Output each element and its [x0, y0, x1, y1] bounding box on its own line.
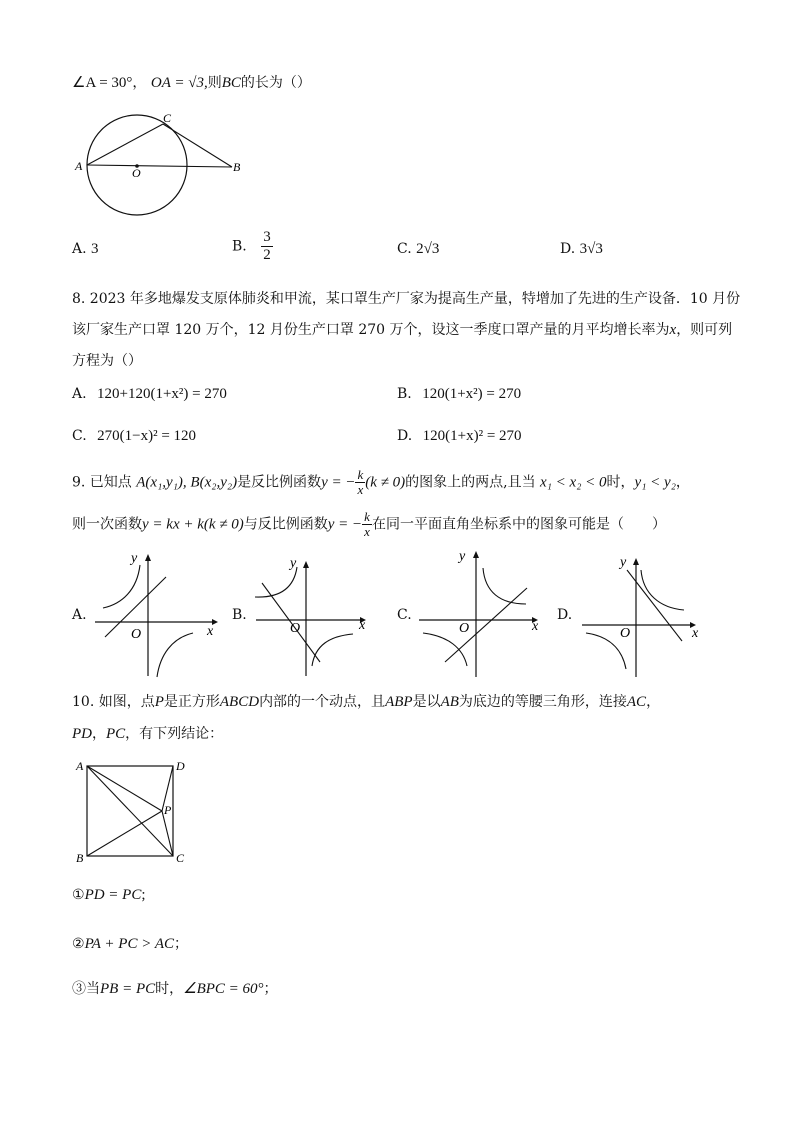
q9-points: A(x₁,y₁), B(x₂,y₂): [136, 474, 238, 491]
q10-l2-b: ，: [92, 726, 106, 742]
q10-c2-mark: ②: [72, 936, 85, 952]
q7-angle: ∠A = 30°: [72, 75, 133, 91]
q9-l1-c: 是反比例函数: [237, 474, 322, 491]
q10-label-a: A: [76, 759, 84, 773]
q7-ask: 的长为（）: [240, 75, 311, 91]
q9-frac-den-1: x: [357, 482, 364, 497]
q10-conclusion-1: [72, 885, 146, 905]
q9-frac-num-1: k: [357, 467, 364, 482]
q7-stem: ∠A = 30°， OA = √3,则BC的长为（）: [72, 75, 311, 91]
q10-conclusion-3: [72, 979, 278, 999]
q8-option-c-value: 270(1−x)² = 120: [97, 428, 197, 444]
q9d-label-x: x: [692, 626, 699, 641]
q9b-label-x: x: [359, 618, 366, 633]
q9-option-c[interactable]: C.: [397, 607, 412, 623]
q10-c3-mid: 时，: [155, 981, 184, 997]
q9c-label-y: y: [459, 549, 466, 564]
q9-func-2: y = −: [327, 516, 363, 533]
q9a-label-x: x: [207, 624, 214, 639]
q10-label-p: P: [164, 803, 172, 817]
q7-option-d-value: 3√3: [579, 241, 603, 257]
q9d-label-y: y: [620, 555, 627, 570]
q7-option-a-value: 3: [91, 241, 99, 257]
q10-l1-a: 10. 如图，点: [72, 694, 155, 710]
q9-ineq-1: x₁ < x₂ < 0: [540, 474, 607, 491]
q10-pc: PC: [106, 726, 126, 742]
q7-bc: BC: [221, 75, 241, 91]
q9-l1-f: 的图象上的两点,且当: [405, 474, 536, 491]
q9-l1-h: 时，: [606, 474, 635, 491]
q7-option-c-value: 2√3: [416, 241, 440, 257]
q10-c1-expr: PD = PC: [84, 887, 142, 903]
q9-l1-a: 9. 已知点: [72, 474, 132, 491]
q7-oa: OA = √3,: [150, 75, 208, 91]
q9-func-1: y = −: [321, 474, 356, 491]
q9-l2-e: 在同一平面直角坐标系中的图象可能是（ ）: [371, 516, 666, 533]
q9-option-d[interactable]: D.: [557, 607, 573, 623]
q8-line-2b: ，则可列: [676, 322, 733, 338]
q10-c3-end: ；: [263, 981, 278, 997]
q8-option-d-value: 120(1+x)² = 270: [422, 428, 522, 444]
q8-option-d-letter: D.: [397, 428, 413, 444]
q10-segment-ap: [87, 766, 162, 811]
q10-abp: ABP: [385, 694, 413, 710]
q7-option-c-letter: C.: [397, 241, 412, 257]
q10-label-d: D: [176, 759, 185, 773]
q9-frac-den-2: x: [364, 524, 370, 539]
q10-l1-e: 内部的一个动点，且: [259, 694, 386, 710]
q9-ineq-2: y₁ < y₂: [634, 474, 676, 491]
q7-option-d-letter: D.: [560, 241, 576, 257]
q7-option-b-letter: B.: [232, 238, 247, 255]
q9a-label-o: O: [131, 627, 142, 642]
q10-c2-end: ；: [174, 936, 188, 952]
q10-segment-pc: [162, 811, 173, 856]
q9-option-a[interactable]: A.: [72, 607, 87, 623]
q10-c2-expr: PA + PC > AC: [84, 936, 174, 952]
q7-label-a: A: [75, 159, 83, 173]
q8-option-b-letter: B.: [397, 386, 412, 402]
q8-var-x: x: [669, 322, 677, 338]
q7-option-b-den: 2: [263, 247, 271, 263]
q10-c1-end: ;: [141, 887, 146, 903]
q10-label-c: C: [176, 851, 185, 865]
q10-c1-mark: ①: [72, 887, 85, 903]
q10-l1-c: 是正方形: [163, 694, 220, 710]
q10-abcd: ABCD: [219, 694, 260, 710]
q10-pd: PD: [72, 726, 92, 742]
q10-label-b: B: [76, 851, 84, 865]
q9-l1-j: ，: [675, 474, 690, 491]
q9-l2-c: 与反比例函数: [243, 516, 328, 533]
q10-l1-k: ，: [646, 694, 661, 710]
q10-l1-i: 为底边的等腰三角形，连接: [458, 694, 627, 710]
q7-label-o: O: [132, 166, 141, 180]
q10-c3-expr: PB = PC: [100, 981, 156, 997]
q9-option-b[interactable]: B.: [232, 607, 247, 623]
q7-label-c: C: [163, 111, 172, 125]
q7-option-a-letter: A.: [72, 241, 87, 257]
q8-option-a-value: 120+120(1+x²) = 270: [97, 386, 227, 402]
q9b-label-y: y: [290, 556, 297, 571]
q10-c3-expr2: ∠BPC = 60°: [183, 981, 264, 997]
q8-line-1: 8. 2023 年多地爆发支原体肺炎和甲流，某口罩生产厂家为提高生产量，特增加了先进的生产设备．10 月份: [72, 291, 741, 307]
q7-then: 则: [207, 75, 222, 91]
q8-option-c-letter: C.: [72, 428, 87, 444]
q10-l2-d: ，有下列结论：: [125, 726, 224, 742]
q9c-label-o: O: [459, 621, 470, 636]
q10-segment-ac: [87, 766, 173, 856]
q10-ab: AB: [440, 694, 459, 710]
q9a-label-y: y: [131, 551, 138, 566]
q10-p: P: [154, 694, 164, 710]
q10-c3-mark: ③当: [72, 981, 100, 997]
q7-label-b: B: [233, 160, 241, 174]
q7-option-b-num: 3: [263, 229, 271, 245]
q8-line-3: 方程为（）: [72, 353, 142, 369]
q9-cond: (k ≠ 0): [365, 474, 406, 491]
q8-option-b-value: 120(1+x²) = 270: [422, 386, 522, 402]
q8-option-a-letter: A.: [72, 386, 87, 402]
q10-conclusion-2: [72, 934, 188, 954]
q8-line-2a: 该厂家生产口罩 120 万个，12 月份生产口罩 270 万个，设这一季度口罩产量的月平均增长率为: [72, 322, 670, 338]
q9c-label-x: x: [532, 619, 539, 634]
q9b-label-o: O: [290, 621, 301, 636]
q10-ac: AC: [626, 694, 647, 710]
q9-frac-num-2: k: [364, 509, 370, 524]
q9-l2-a: 则一次函数: [72, 516, 142, 533]
q10-l1-g: 是以: [412, 694, 441, 710]
q9d-label-o: O: [620, 626, 631, 641]
q9-linear-func: y = kx + k(k ≠ 0): [142, 516, 244, 533]
